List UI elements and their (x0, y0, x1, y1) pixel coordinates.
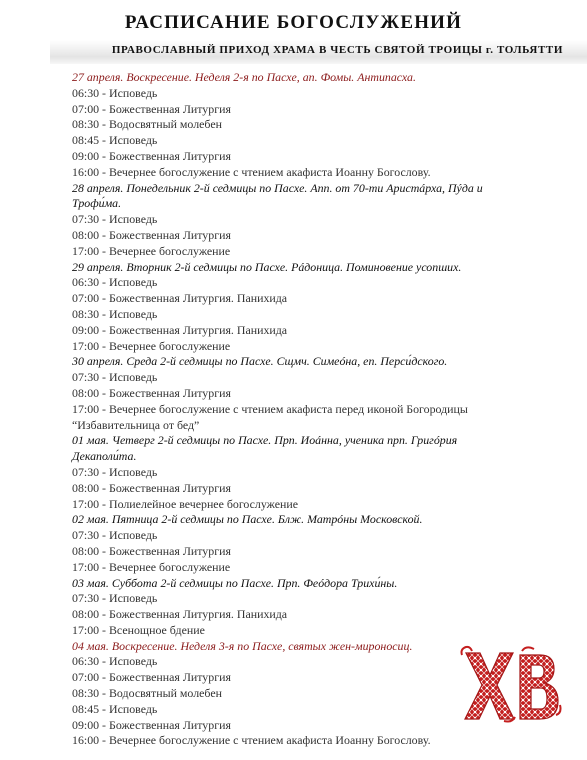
service-time-entry: 08:30 - Исповедь (72, 306, 158, 321)
service-time-entry: 08:00 - Божественная Литургия (72, 543, 231, 558)
service-time-entry: 06:30 - Исповедь (72, 275, 158, 290)
service-time-entry: 07:00 - Божественная Литургия (72, 101, 231, 116)
service-time-entry: 17:00 - Вечернее богослужение с чтением акафиста перед иконой Богородицы “Избавительница от бед” (72, 401, 468, 432)
day-heading: 03 мая. Суббота 2-й седмицы по Пасхе. Прп. Феóдора Трихи́ны. (72, 575, 398, 590)
service-time-entry: 08:30 - Водосвятный молебен (72, 117, 222, 132)
day-heading: 30 апреля. Среда 2-й седмицы по Пасхе. Сщмч. Симеóна, еп. Перси́дского. (72, 354, 448, 369)
service-time-entry: 08:00 - Божественная Литургия (72, 227, 231, 242)
service-time-entry: 09:00 - Божественная Литургия. Панихида (72, 322, 288, 337)
service-schedule-list (72, 70, 483, 749)
service-time-entry: 08:00 - Божественная Литургия (72, 480, 231, 495)
day-heading: 02 мая. Пятница 2-й седмицы по Пасхе. Блж. Матрóны Московской. (72, 512, 423, 527)
day-heading: 04 мая. Воскресение. Неделя 3-я по Пасхе, святых жен-мироносиц. (72, 638, 413, 653)
page-header (0, 0, 587, 68)
service-time-entry: 17:00 - Вечернее богослужение (72, 559, 231, 574)
page-title: РАСПИСАНИЕ БОГОСЛУЖЕНИЙ (124, 12, 463, 33)
service-time-entry: 17:00 - Вечернее богослужение (72, 243, 231, 258)
service-time-entry: 08:45 - Исповедь (72, 133, 158, 148)
service-time-entry: 07:30 - Исповедь (72, 212, 158, 227)
day-heading: 01 мая. Четверг 2-й седмицы по Пасхе. Прп. Иоáнна, ученика прп. Григóрия Декаполи́та. (72, 433, 458, 464)
service-time-entry: 16:00 - Вечернее богослужение с чтением акафиста Иоанну Богослову. (72, 164, 431, 179)
service-time-entry: 07:30 - Исповедь (72, 591, 158, 606)
service-time-entry: 16:00 - Вечернее богослужение с чтением акафиста Иоанну Богослову. (72, 733, 431, 748)
christ-is-risen-emblem-icon (460, 643, 562, 723)
service-time-entry: 08:30 - Водосвятный молебен (72, 686, 222, 701)
day-heading: 28 апреля. Понедельник 2-й седмицы по Пасхе. Апп. от 70-ти Аристáрха, Пýда и Трофи́ма. (72, 180, 483, 211)
service-time-entry: 07:00 - Божественная Литургия. Панихида (72, 291, 288, 306)
service-time-entry: 07:00 - Божественная Литургия (72, 670, 231, 685)
service-time-entry: 17:00 - Полиелейное вечернее богослужение (72, 496, 298, 511)
service-time-entry: 08:00 - Божественная Литургия. Панихида (72, 607, 288, 622)
service-time-entry: 17:00 - Вечернее богослужение (72, 338, 231, 353)
service-time-entry: 07:30 - Исповедь (72, 370, 158, 385)
service-time-entry: 08:45 - Исповедь (72, 701, 158, 716)
service-time-entry: 08:00 - Божественная Литургия (72, 385, 231, 400)
service-time-entry: 06:30 - Исповедь (72, 654, 158, 669)
service-time-entry: 09:00 - Божественная Литургия (72, 717, 231, 732)
day-heading: 29 апреля. Вторник 2-й седмицы по Пасхе. Рáдоница. Поминовение усопших. (72, 259, 462, 274)
service-time-entry: 17:00 - Всенощное бдение (72, 622, 205, 637)
day-heading: 27 апреля. Воскресение. Неделя 2-я по Пасхе, ап. Фомы. Антипасха. (72, 70, 416, 84)
service-time-entry: 07:30 - Исповедь (72, 528, 158, 543)
subtitle-banner (50, 40, 587, 64)
parish-subtitle: ПРАВОСЛАВНЫЙ ПРИХОД ХРАМА В ЧЕСТЬ СВЯТОЙ ТРОИЦЫ г. ТОЛЬЯТТИ (111, 44, 563, 56)
service-time-entry: 07:30 - Исповедь (72, 464, 158, 479)
service-time-entry: 09:00 - Божественная Литургия (72, 148, 231, 163)
service-time-entry: 06:30 - Исповедь (72, 85, 158, 100)
